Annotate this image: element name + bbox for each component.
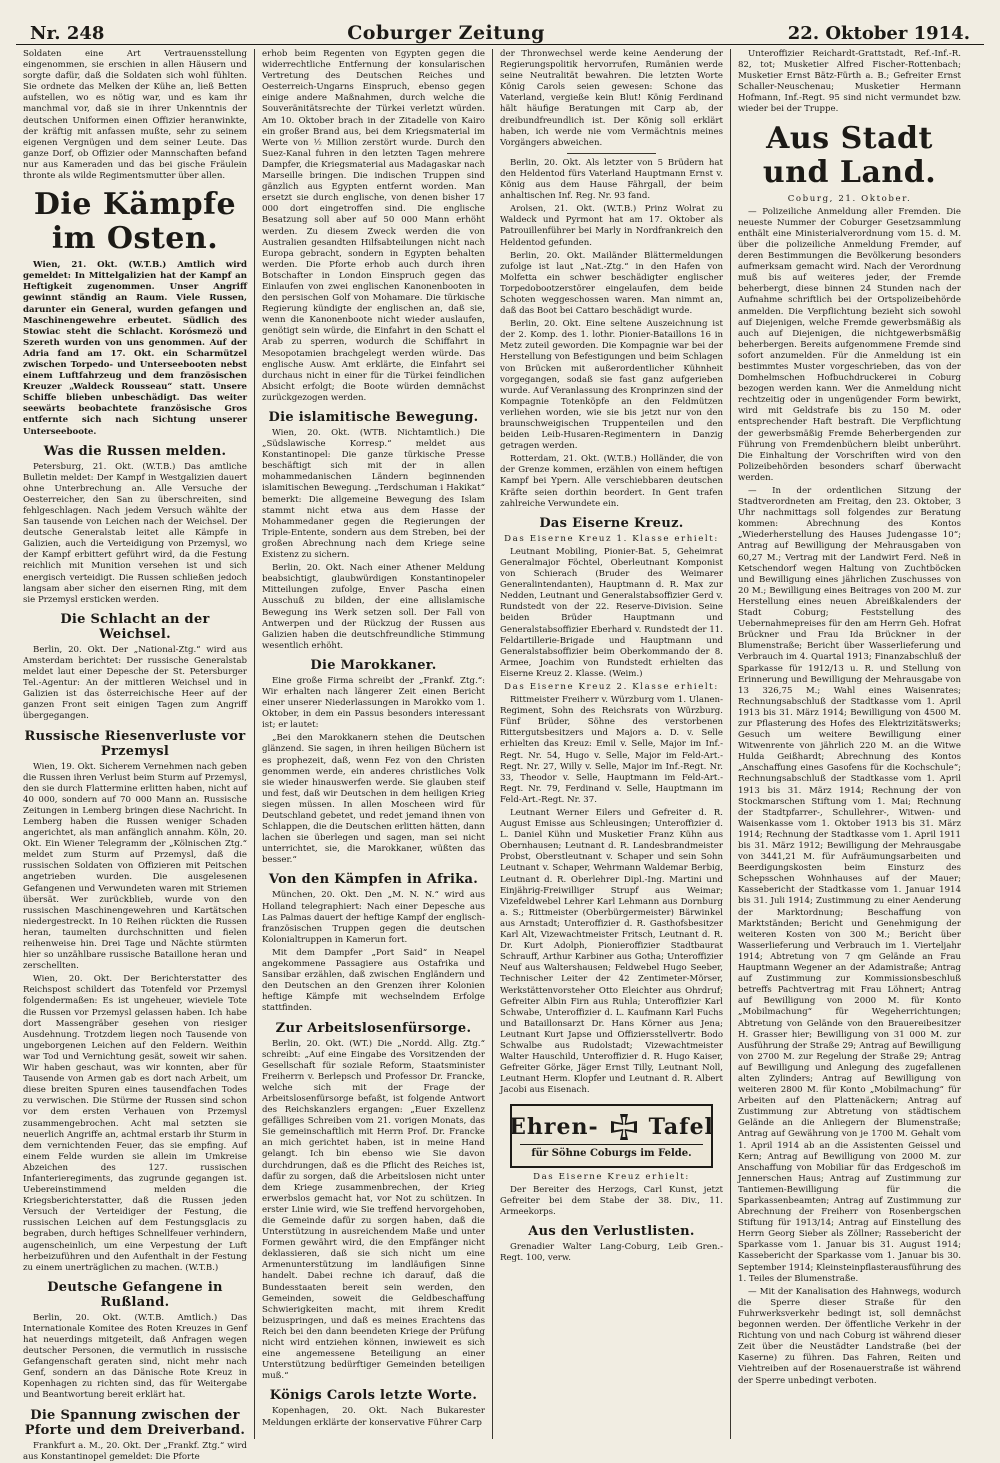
article-text: Berlin, 20. Okt. Eine seltene Auszeichnung ist der 2. Komp. des 1. lothr. Pionier-Bataillons 16 in Metz zuteil geworden. Die Kompagnie war bei der Herstellung von Befestigungen und beim Schlagen von Brücken mit außerordentlicher Kühnheit vorgegangen, sodaß sie fast ganz aufgerieben wurde. Auf Veranlassung des Kronprinzen sind der Kompagnie Totenköpfe an den Feldmützen verliehen worden, wie sie bis jetzt nur von den braunschweigischen Truppenteilen und den beiden Leib-Husaren-Regimentern in Danzig getragen werden. <box>500 319 723 452</box>
newspaper-title: Coburger Zeitung <box>347 22 545 44</box>
issue-number: Nr. 248 <box>30 23 105 44</box>
article-text: Leutnant Werner Eilers und Gefreiter d. R. August Emisse aus Schleusingen; Unteroffizier d. L. Daniel Kühn und Musketier Franz Kühn aus Obernhausen; Leutnant d. R. Landesbrandmeister Probst, Oberstleutnant v. Schaper und sein Sohn Leutnant v. Schaper, Wehrmann Waldemar Berbig, Leutnant d. R. Oberlehrer Dipl.-Ing. Martini und Einjährig-Freiwilliger Strupf aus Weimar; Vizefeldwebel Lehrer Karl Lehmann aus Dornburg a. S.; Rittmeister (Oberbürgermeister) Bärwinkel aus Arnstadt; Unteroffizier d. R. Gasthofsbesitzer Karl Alt, Vizewachtmeister Fritsch, Leutnant d. R. Dr. Kurt Adolph, Pionieroffizier Stadtbaurat Schrauff, Arthur Karbiner aus Gotha; Unteroffizier Neuf aus Waltershausen; Feldwebel Hugo Seeber, Technischer Leiter der 42 Zentimeter-Mörser, Werkstättenvorsteher Otto Eleichter aus Ohrdruf; Gefreiter Albin Firn aus Ruhla; Unteroffizier Karl Schwabe, Unteroffizier d. L. Kaufmann Karl Fuchs und Bataillonsarzt Dr. Hans Körner aus Jena; Leutnant Kurt Japse und Offiziersstellvertr. Bodo Schwalbe aus Rudolstadt; Vizewachtmeister Walter Hauschild, Unteroffizier d. R. Hugo Kaiser, Gefreiter Görke, Jäger Ernst Tilly, Leutnant Noll, Leutnant Herm. Klopfer und Leutnant d. R. Albert Jacobi aus Eisenach. <box>500 808 723 1096</box>
headline-schlacht-weichsel: Die Schlacht an der Weichsel. <box>60 611 210 642</box>
issue-date: 22. Oktober 1914. <box>787 23 970 44</box>
divider <box>567 153 656 154</box>
iron-cross-icon <box>609 1112 639 1142</box>
headline-afrika: Von den Kämpfen in Afrika. <box>268 872 479 888</box>
article-text: Wien, 20. Okt. (WTB. Nichtamtlich.) Die „Südslawische Korresp.“ meldet aus Konstantinopel: Die ganze türkische Presse beschäftigt sich mit der in allen mohammedanischen Ländern beginnenden islamitischen Bewegung. „Terdschuman i Hakikat“ bemerkt: Die allgemeine Bewegung des Islam stammt nicht etwa aus dem Hasse der Mohammedaner gegen die Regierungen der Triple-Entente, sondern aus dem Streben, bei der großen Abrechnung nach dem Kriege seine Existenz zu sichern. <box>262 428 485 561</box>
headline-pforte: Die Spannung zwischen der Pforte und dem Dreiverband. <box>24 1407 246 1438</box>
headline-carol: Königs Carols letzte Worte. <box>269 1388 478 1404</box>
article-text: — In der ordentlichen Sitzung der Stadtverordneten am Freitag, den 23. Oktober, 3 Uhr nachmittags soll folgendes zur Beratung kommen: Abrechnung des Kontos „Wiederherstellung des Hauses Judengasse 10“; Antrag auf Bewilligung der Mehrausgaben von 60,27 M.; Vertrag mit der Landwirt Ferd. Neß in Ketschendorf wegen Haltung von Zuchtböcken und Bewilligung eines jährlichen Zuschusses von 20 M.; Bewilligung eines Beitrages von 200 M. zur Herstellung eines neuen Abreißkalenders der Stadt Coburg; Feststellung des Uebernahmepreises für den am Herrn Geh. Hofrat Brückner und Frau Ida Brückner in der Blumenstraße; Bericht über Wasserlieferung und Verbrauch im 4. Quartal 1913; Finanzabschluß der Sparkasse für 1912/13 u. R. und Stellung von Erinnerung und Bewilligung der Mehrausgabe von 13 326,75 M.; Wahl eines Waisenrates; Rechnungsabschluß der Stadtkasse vom 1. April 1913 bis 31. März 1914; Bewilligung von 4500 M. zur Pflasterung des Hofes des Elektrizitätswerks; Gesuch um weitere Bewilligung einer Witwenrente von jährlich 220 M. an die Witwe Hulda Geißhardt; Abrechnung des Kontos „Anschaffung eines Gasofens für die Kochschule“; Rechnungsabschluß der Stadtkasse vom 1. April 1913 bis 31. März 1914; Rechnung der von Stockmarschen Stiftung vom 1. Mai; Rechnung der Stadtpfarrer-, Schullehrer-, Witwen- und Waisenkasse vom 1. Oktober 1913 bis 31. März 1914; Rechnung der Stadtkasse vom 1. April 1911 bis 31. März 1912; Bewilligung der Mehrausgabe von 3441,21 M. für Aufräumungsarbeiten und Beerdigungskosten beim Einsturz des Schepsschen Wohnhauses auf der Mauer; Kassebericht der Stadtkasse vom 1. Januar 1914 bis 31. Juli 1914; Zustimmung zu einer Aenderung der Marktordnung; Beschaffung von Marktständen; Bericht und Genehmigung der weiteren Kosten von 300 M.; Bericht über Wasserlieferung und Verbrauch im 1. Vierteljahr 1914; Abtretung von 7 qm Gelände an Frau Hauptmann Wegener an der Adamistraße; Antrag auf Zustimmung zur Kommissionsbeschluß betreffs Pachtvertrag mit Frau Löhnert; Antrag auf Bewilligung von 2000 M. für Konto „Mobilmachung“ für Wegeherrichtungen; Abtretung von Gelände von den Brauereibesitzer H. Grasser hier; Bewilligung von 31 000 M. zur Ausführung der Straße 29; Antrag auf Bewilligung von 2700 M. zur Regelung der Straße 29; Antrag auf Bewilligung und Anlegung des zugefallenen alten Zylinders; Antrag auf Bewilligung von weiteren 2800 M. für Konto „Mobilmachung“ für Arbeiten auf den Plattenäckern; Antrag auf Zustimmung zur Abtretung von städtischem Gelände an die Anliegern der Blumenstraße; Antrag auf Gewährung von je 1700 M. Gehalt vom 1. April 1914 ab an die Assistenten Geissel und Kern; Antrag auf Bewilligung von 2000 M. zur Anschaffung von Mobiliar für das Erdgeschoß im Jennerschen Haus; Antrag auf Zustimmung zur Tantiemen-Bewilligung für die Sparkassenbeamten; Antrag auf Zustimmung zur Abrechnung der Freiherr von Rosenbergschen Stiftung für 1913/14; Antrag auf Einstellung des Herrn Georg Sieber als Zöllner; Rassebericht der Sparkasse vom 1. Januar bis 31. August 1914; Kassebericht der Sparkasse vom 1. Januar bis 30. September 1914; Kleinsteinpflasterausführung des 1. Teiles der Blumenstraße. <box>738 486 961 1284</box>
article-text: Kopenhagen, 20. Okt. Nach Bukarester Meldungen erklärte der konservative Führer Carp <box>262 1406 485 1428</box>
headline-islam: Die islamitische Bewegung. <box>268 410 479 425</box>
subheading-klasse-1: Das Eiserne Kreuz 1. Klasse erhielt: <box>504 533 719 544</box>
article-text: Berlin, 20. Okt. Nach einer Athener Meldung beabsichtigt, glaubwürdigen Konstantinopeler Mitteilungen zufolge, Enver Pascha einen Ausschuß zu bilden, der eine allislamische Bewegung ins Werk setzen soll. Der Fall von Antwerpen und der Rückzug der Russen aus Galizien haben die deutschfreundliche Stimmung wesentlich erhöht. <box>262 563 485 651</box>
headline-arbeitslosen: Zur Arbeitslosenfürsorge. <box>275 1020 472 1036</box>
article-text: Der Bereiter des Herzogs, Carl Kunst, jetzt Gefreiter bei dem Stabe der 38. Div., 11. Armeekorps. <box>500 1184 723 1217</box>
article-text: München, 20. Okt. Den „M. N. N.“ wird aus Holland telegraphiert: Nach einer Depesche aus Las Palmas dauert der heftige Kampf der englisch-französischen Truppen gegen die deutschen Kolonialtruppen in Kamerun fort. <box>262 890 485 945</box>
ehren-tafel-box <box>510 1104 713 1167</box>
subheading-klasse-2: Das Eiserne Kreuz 2. Klasse erhielt: <box>504 681 719 692</box>
article-text: Wien, 20. Okt. Der Berichterstatter des Reichspost schildert das Totenfeld vor Przemysl folgendermaßen: Es ist ungeheuer, wieviele Tote die Russen vor Przemysl gelassen haben. Ich habe dort Massengräber gesehen von riesiger Ausdehnung. Trotzdem liegen noch Tausende von ungeborgenen Leichen auf den Feldern. Weithin war Tod und Vernichtung gesät, soweit wir sahen. Wir haben geschaut, was wir konnten, aber für Tausende von Armen gab es dort nach Arbeit, um diese breiten Spuren eines tausendfachen Todes zu verwischen. Die Stürme der Russen sind schon vor dem ersten Verhauen von Przemysl zusammengebrochen. Acht mal setzten sie neuerlich Angriffe an, achtmal erstarb ihr Sturm in dem vernichtenden Feuer, das sie empfing. Auf einem Felde wurden sie allein im Umkreise Abzeichen des 127. russischen Infanterieregiments, das zugrunde gegangen ist. Uebereinstimmend melden die Kriegsberichterstatter, daß die Russen jeden Versuch der Verteidiger der Festung, die russischen Leichen auf dem Festungsglacis zu begraben, durch heftiges Schnellfeuer verhindern, augenscheinlich, um eine Verpestung der Luft herbeizuführen und den Aufenthalt in der Festung zu einem unerträglichen zu machen. (W.T.B.) <box>23 974 247 1273</box>
headline-verlustlisten: Aus den Verlustlisten. <box>528 1223 695 1239</box>
article-text: Frankfurt a. M., 20. Okt. Der „Frankf. Ztg.“ wird aus Konstantinopel gemeldet: Die Pforte <box>23 1440 247 1462</box>
article-text: Leutnant Mobiling, Pionier-Bat. 5, Geheimrat Generalmajor Föchtel, Oberleutnant Komponist von Schierach (Bruder des Weimarer Generalintendanten), Hauptmann d. R. Max zur Nedden, Leutnant und Generalstabsoffizier Gerd v. Rundstedt von der 22. Reserve-Division. Seine beiden Brüder Hauptmann und Generalstabsoffizier Eberhard v. Rundstedt der 11. Feldartillerie-Brigade und Hauptmann und Generalstabsoffizier beim Oberkommando der 8. Armee, Joachim von Rundstedt erhielten das Eiserne Kreuz 2. Klasse. (Weim.) <box>500 546 723 679</box>
subheading-kreuz-erhielt: Das Eiserne Kreuz erhielt: <box>533 1171 690 1182</box>
article-text: Petersburg, 21. Okt. (W.T.B.) Das amtliche Bulletin meldet: Der Kampf in Westgalizien dauert ohne Unterbrechung an. Alle Versuche der Oesterreicher, den San zu überschreiten, sind fehlgeschlagen. Nach jedem Versuch wählte der San tausende von Leichen nach der Weichsel. Der deutsche Generalstab leitet alle Kämpfe in Galizien, auch die Verteidigung von Przemysl, wo der Kampf erbittert geführt wird, da die Festung reichlich mit Munition versehen ist und sich energisch verteidigt. Die Russen schließen jedoch langsam aber sicher den eisernen Ring, mit dem sie Przemysl ersticken werden. <box>23 461 247 605</box>
headline-kaempfe-osten: Die Kämpfe im Osten. <box>33 187 237 257</box>
article-text: Wien, 19. Okt. Sicherem Vernehmen nach geben die Russen ihren Verlust beim Sturm auf Przemysl, den sie durch Flattermine erlitten haben, nicht auf 40 000, sondern auf 70 000 Mann an. Russische Zeitungen in Lemberg bringen diese Nachricht. In Lemberg haben die Russen weniger Schaden angerichtet, als man anfänglich annahm. Köln, 20. Okt. Ein Wiener Telegramm der „Kölnischen Ztg.“ meldet zum Sturm auf Przemysl, daß die russischen Soldaten von Offizieren mit Peitschen angetrieben wurden. Die ausgelesenen Gefangenen und Verwundeten waren mit Striemen übersät. Wer zurückblieb, wurde von den russischen Maschinengewehren und Kartätschen niedergestreckt. In 10 Reihen rückten die Russen heran, taumelten durchschnitten und fielen reihenweise hin. Drei Tage und Nächte stürmten hier so unzählbare russische Bataillone heran und zerschellten. <box>23 761 247 972</box>
article-text: Grenadier Walter Lang-Coburg, Leib Gren.-Regt. 100, verw. <box>500 1241 723 1263</box>
masthead <box>16 14 984 45</box>
ehren-tafel-title <box>509 1112 714 1142</box>
article-text: Eine große Firma schreibt der „Frankf. Ztg.“: Wir erhalten nach längerer Zeit einen Bericht einer unserer Niederlassungen in Marokko vom 1. Oktober, in dem ein Passus besonders interessant ist; er lautet: <box>262 675 485 731</box>
article-text: Rittmeister Freiherr v. Würzburg vom 1. Ulanen-Regiment, Sohn des Reichsrats von Würzburg. Fünf Brüder, Söhne des verstorbenen Rittergutsbesitzers und Majors a. D. v. Selle erhielten das Kreuz: Emil v. Selle, Major im Inf.-Regt. Nr. 54, Hugo v. Selle, Major im Feld-Art.-Regt. Nr. 27, Willy v. Selle, Major im Inf.-Regt. Nr. 33, Theodor v. Selle, Hauptmann im Feld-Art.-Regt. Nr. 79, Ferdinand v. Selle, Hauptmann im Feld-Art.-Regt. Nr. 37. <box>500 695 723 805</box>
article-text: Berlin, 20. Okt. Mailänder Blättermeldungen zufolge ist laut „Nat.-Ztg.“ in den Hafen von Molfetta ein schwer beschädigter englischer Torpedobootzerstörer eingelaufen, dem beide Schoten weggeschossen waren. Man nimmt an, daß das Boot bei Cattaro beschädigt wurde. <box>500 250 723 317</box>
article-text: erhob beim Regenten von Egypten gegen die widerrechtliche Entfernung der konsularischen Vertretung des Deutschen Reiches und Oesterreich-Ungarns Einspruch, ebenso gegen einige andere Maßnahmen, durch welche die Souveränitätsrechte der Türkei verletzt würden. Am 10. Oktober brach in der Zitadelle von Kairo ein großer Brand aus, bei dem Kriegsmaterial im Werte von ½ Million zerstört wurde. Durch den Suez-Kanal fuhren in den letzten Tagen mehrere Dampfer, die Kriegsmaterial aus Madagaskar nach Marseille bringen. Die indischen Truppen sind gänzlich aus Egypten entfernt worden. Man ersetzt sie durch englische, von denen bisher 17 000 dort eingetroffen sind. Die englische Besatzung soll aber auf 50 000 Mann erhöht werden. Zu diesem Zweck werden die von Australien gesandten Hilfsabteilungen nicht nach Europa gebracht, sondern in Egypten behalten werden. Die Pforte erhob auch durch ihren Botschafter in London Einspruch gegen das Einlaufen von zwei englischen Kanonenbooten in den persischen Golf von Mohamare. Die türkische Regierung kündigte der englischen an, daß sie, wenn die Kanonenboote nicht wieder auslaufen, genötigt sein würde, die Einfahrt in den Schatt el Arab zu sperren, wodurch die Schiffahrt in Mesopotamien brachgelegt werden würde. Das englische Ausw. Amt erklärte, die Einfahrt sei durchaus nicht in einer für die Türkei feindlichen Absicht erfolgt; die Boote würden demnächst zurückgezogen werden. <box>262 49 485 403</box>
article-text: Unteroffizier Reichardt-Grattstadt, Ref.-Inf.-R. 82, tot; Musketier Alfred Fischer-Rottenbach; Musketier Ernst Bätz-Fürth a. B.; Gefreiter Ernst Schaller-Neuschenau; Musketier Hermann Hofmann, Inf.-Regt. 95 sind nicht vermundet bzw. wieder bei der Truppe. <box>738 49 961 115</box>
article-text: „Bei den Marokkanern stehen die Deutschen glänzend. Sie sagen, in ihren heiligen Büchern ist es prophezeit, daß, wenn Fez von den Christen genommen werde, ein anderes christliches Volk sie wieder hinauswerfen werde. Sie glauben steif und fest, daß wir Deutschen in dem heiligen Krieg siegen müssen. In allen Moscheen wird für Deutschland gebetet, und redet jemand ihnen von Schlappen, die die Deutschen erlitten hätten, dann lachen sie überlegen und sagen, man sei nicht unterrichtet, sie, die Marokkaner, wüßten das besser.“ <box>262 733 485 866</box>
article-text: Wien, 21. Okt. (W.T.B.) Amtlich wird gemeldet: In Mittelgalizien hat der Kampf an Heftigkeit zugenommen. Unser Angriff gewinnt ständig an Raum. Viele Russen, darunter ein General, wurden gefangen und Maschinengewehre erbeutet. Südlich des Stowiac steht die Schlacht. Korósmezö und Szereth wurden von uns genommen. Auf der Adria fand am 17. Okt. ein Scharmützel zwischen Torpedo- und Unterseebooten nebst einem Luftfahrzeug und dem französischen Kreuzer „Waldeck Rousseau“ statt. Unsere Schiffe blieben unbeschädigt. Das weiter seewärts beobachtete französische Gros entfernte sich nach Sichtung unserer Unterseeboote. <box>23 260 247 437</box>
dateline: Coburg, 21. Oktober. <box>787 193 912 204</box>
article-text: Arolsen, 21. Okt. (W.T.B.) Prinz Wolrat zu Waldeck und Pyrmont hat am 17. Oktober als Patrouillenführer bei Marly in Nordfrankreich den Heldentod gefunden. <box>500 204 723 248</box>
column-1 <box>16 49 254 1462</box>
headline-russen-melden: Was die Russen melden. <box>43 443 227 459</box>
article-text: — Polizeiliche Anmeldung aller Fremden. Die neueste Nummer der Coburger Gesetzsammlung enthält eine Ministerialverordnung vom 15. d. M. über die polizeiliche Anmeldung Fremder, auf deren Bestimmungen die Bevölkerung besonders aufmerksam gemacht wird. Nach der Verordnung muß bis auf weiteres jeder, der Fremde beherbergt, diese binnen 24 Stunden nach der Aufnahme schriftlich bei der Ortspolizeibehörde anmelden. Die Verpflichtung bezieht sich sowohl auf Diejenigen, welche Fremde gewerbsmäßig als auch auf Diejenigen, die nichtgewerbsmäßig beherbergen. Bereits aufgenommene Fremde sind sofort anzumelden. Für die Anmeldung ist ein bestimmtes Muster vorgeschrieben, das von der Domhelmschen Hofbuchdruckerei in Coburg bezogen werden kann. Wer die Anmeldung nicht rechtzeitig oder in ungenügender Form bewirkt, wird mit Geldstrafe bis zu 150 M. oder entsprechender Haft bestraft. Die Verpflichtung der gewerbsmäßig Fremde Beherbergenden zur Führung von Fremdenbüchern bleibt unberührt. Die Einhaltung der Vorschriften wird von den Polizeibehörden besonders scharf überwacht werden. <box>738 206 961 483</box>
ehren-tafel-title-right: Tafel <box>648 1113 714 1140</box>
headline-marokkaner: Die Marokkaner. <box>310 657 437 673</box>
columns <box>16 49 984 1462</box>
article-text: Berlin, 20. Okt. (W.T.B. Amtlich.) Das Internationale Komitee des Roten Kreuzes in Genf hat neuerdings mitgeteilt, daß Anfragen wegen deutscher Personen, die vermutlich in russische Gefangenschaft geraten sind, nicht mehr nach Genf, sondern an das Dänische Rote Kreuz in Kopenhagen zu richten sind, das für Weitergabe und Beantwortung bereit erklärt hat. <box>23 1312 247 1401</box>
headline-gefangene: Deutsche Gefangene in Rußland. <box>47 1279 223 1310</box>
article-text: — Mit der Kanalisation des Hahnwegs, wodurch die Sperre dieser Straße für den Fuhrwerksverkehr bedingt ist, soll demnächst begonnen werden. Der öffentliche Verkehr in der Richtung von und nach Coburg ist während dieser Zeit über die Neustädter Landstraße (bei der Kaserne) zu führen. Das Fahren, Reiten und Viehtreiben auf der Rosenauerstraße ist während der Sperre unbedingt verboten. <box>738 1286 961 1386</box>
headline-stadt-und-land: Aus Stadt und Land. <box>762 120 937 190</box>
column-3 <box>492 49 730 1439</box>
article-text: der Thronwechsel werde keine Aenderung der Regierungspolitik hervorrufen, Rumänien werde seine Neutralität bewahren. Die letzten Worte König Carols seien gewesen: Schone das Vaterland, vergieße kein Blut! König Ferdinand hält häufige Beratungen mit Carp ab, der dreibundfreundlich ist. Der König soll erklärt haben, ich werde nie vom Vermächtnis meines Vorgängers abweichen. <box>500 49 723 148</box>
ehren-tafel-subtitle: für Söhne Coburgs im Felde. <box>520 1144 703 1159</box>
article-text: Soldaten eine Art Vertrauensstellung eingenommen, sie erschien in allen Häusern und sorgte dafür, daß die Soldaten sich wohl fühlten. Sie ordnete das Melken der Kühe an, ließ Betten aufstellen, wo es nötig war, und es kam ihr manchmal vor, daß sie in ihrer Unkenntnis der deutschen Uniformen einen Offizier heranwinkte, der kräftig mit anfassen mußte, sehr zu seinem eigenen Vergnügen und dem seiner Leute. Das ganze Dorf, ob Offizier oder Mannschaften befand nur aus Kameraden und das bei gische Fräulein thronte als wilde Regimentsmutter über allen. <box>23 49 247 182</box>
headline-eiserne-kreuz: Das Eiserne Kreuz. <box>539 515 684 531</box>
column-4 <box>730 49 968 1439</box>
article-text: Berlin, 20. Okt. Als letzter von 5 Brüdern hat den Heldentod fürs Vaterland Hauptmann Ernst v. König aus dem Hause Fährgall, der beim anhaltischen Inf. Reg. Nr. 93 fand. <box>500 157 723 202</box>
article-text: Berlin, 20. Okt. Der „National-Ztg.“ wird aus Amsterdam berichtet: Der russische Generalstab meldet laut einer Depesche der St. Petersburger Tel.-Agentur: An der mittleren Weichsel und in Galizien ist das österreichische Heer auf der ganzen Front seit einigen Tagen zum Angriff übergegangen. <box>23 644 247 722</box>
ehren-tafel-title-left: Ehren- <box>509 1113 599 1140</box>
column-2 <box>254 49 492 1439</box>
article-text: Rotterdam, 21. Okt. (W.T.B.) Holländer, die von der Grenze kommen, erzählen von einem heftigen Kampf bei Ypern. Alle verschiebbaren deutschen Kräfte seien dorthin beordert. In Gent trafen zahlreiche Verwundete ein. <box>500 454 723 509</box>
article-text: Mit dem Dampfer „Port Said“ in Neapel angekommene Passagiere aus Ostafrika und Sansibar erzählen, daß zwischen Engländern und den Deutschen an den Grenzen ihrer Kolonien heftige Kämpfe mit wechselndem Erfolge stattfinden. <box>262 947 485 1014</box>
headline-riesenverluste: Russische Riesenverluste vor Przemysl <box>24 728 246 759</box>
article-text: Berlin, 20. Okt. (WT.) Die „Nordd. Allg. Ztg.“ schreibt: „Auf eine Eingabe des Vorsitzenden der Gesellschaft für soziale Reform, Staatsminister Freiherrn v. Berlepsch und Professor Dr. Francke, welche sich mit der Frage der Arbeitslosenfürsorge befaßt, ist folgende Antwort des Reichskanzlers ergangen: „Euer Exzellenz gefälliges Schreiben vom 21. vorigen Monats, das Sie gemeinschaftlich mit Herrn Prof. Dr. Francke an mich gerichtet haben, ist in meine Hand gelangt. Ich bin ebenso wie Sie davon durchdrungen, daß es die Pflicht des Reiches ist, dafür zu sorgen, daß die Arbeitslosen nicht unter dem Kriege zusammenbrechen, der Krieg erwerbslos gemacht hat, vor Not zu schützen. In erster Linie wird, wie Sie treffend hervorgehoben, die Gemeinde dafür zu sorgen haben, daß die Unterstützung in ausreichendem Maße und unter Formen gewährt wird, die den Empfänger nicht deklassieren, daß sie sich nicht um eine Armenunterstützung im landläufigen Sinne handelt. Dabei rechne ich darauf, daß die Bundesstaaten bereit sein werden, den Gemeinden, soweit die Geldbeschaffung Schwierigkeiten macht, mit ihrem Kredit beizuspringen, und daß es meines Erachtens das Reich bei den dann beendeten Kriege der Prüfung nicht wird entziehen können, inwieweit es sich eine angemessene Beteiligung an einer Unterstützung bedürftiger Gemeinden beteiligen muß.“ <box>262 1038 485 1382</box>
